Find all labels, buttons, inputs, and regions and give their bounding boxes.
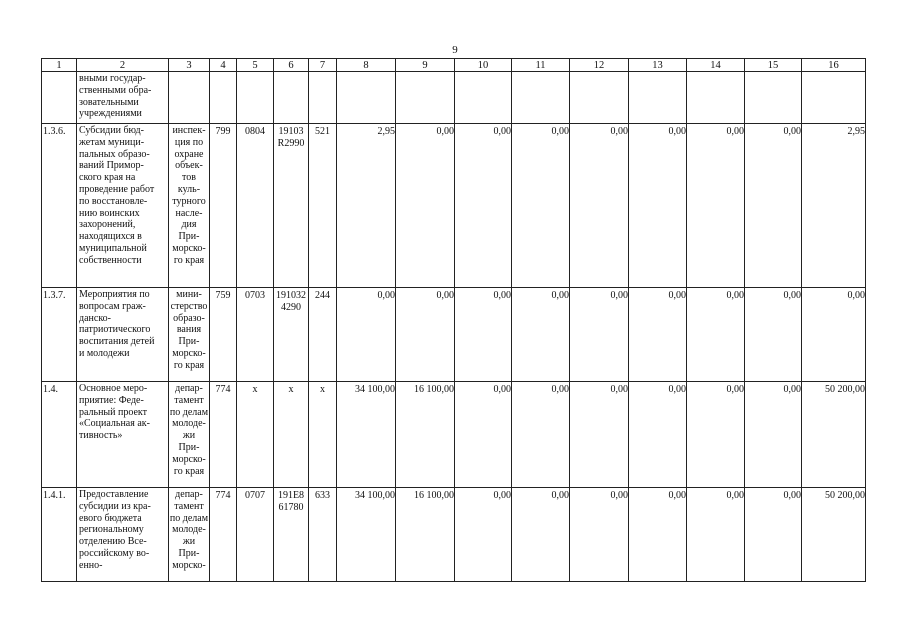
value-cell: 0,00 — [687, 488, 745, 582]
value-cell: 0,00 — [570, 288, 629, 382]
text-line: R2990 — [277, 138, 305, 149]
code-target — [274, 72, 309, 124]
column-header-9: 9 — [396, 59, 455, 72]
column-header-3: 3 — [169, 59, 210, 72]
value-cell: 50 200,00 — [802, 488, 866, 582]
code-expense-type: 244 — [309, 288, 337, 382]
code-grbs: 774 — [210, 382, 237, 488]
text-line: жи — [182, 430, 196, 442]
column-header-7: 7 — [309, 59, 337, 72]
text-line: стерство — [170, 300, 208, 312]
table-row — [42, 382, 866, 488]
text-line: ваний Примор- — [79, 160, 144, 172]
text-line: вными государ- — [79, 73, 146, 84]
value-cell: 0,00 — [629, 288, 687, 382]
text-line: ция по — [174, 136, 204, 148]
value-cell: 0,00 — [512, 288, 570, 382]
code-grbs: 774 — [210, 488, 237, 582]
text-line: находящихся в — [79, 231, 142, 243]
value-cell: 0,00 — [629, 124, 687, 288]
text-line: тивность» — [79, 430, 123, 442]
text-line: Субсидии бюд- — [79, 125, 144, 136]
text-line: вания — [176, 324, 202, 336]
value-cell: 34 100,00 — [337, 382, 396, 488]
value-cell — [512, 72, 570, 124]
executor — [169, 382, 210, 488]
code-section: 0703 — [237, 288, 274, 382]
text-line: патриотического — [79, 324, 151, 336]
text-line: 4290 — [281, 302, 301, 313]
page-number: 9 — [452, 44, 458, 56]
code-section — [237, 72, 274, 124]
value-cell: 0,00 — [512, 488, 570, 582]
text-line: охране — [174, 148, 204, 160]
text-line: российскому во- — [79, 547, 150, 559]
text-line: тамент — [174, 500, 204, 512]
text-line: При- — [178, 441, 200, 453]
value-cell — [629, 72, 687, 124]
text-line: учреждениями — [79, 108, 142, 120]
text-line: приятие: Феде- — [79, 394, 144, 406]
value-cell: 0,00 — [337, 288, 396, 382]
text-line: нию воинских — [79, 207, 140, 219]
text-line: насле- — [175, 207, 203, 219]
code-section: 0707 — [237, 488, 274, 582]
text-line: пальных образо- — [79, 148, 150, 160]
text-line: ского края на — [79, 172, 136, 184]
text-line: собственности — [79, 254, 142, 266]
code-grbs: 799 — [210, 124, 237, 288]
text-line: по делам — [169, 406, 209, 418]
text-line: объек- — [175, 160, 203, 172]
value-cell: 0,00 — [687, 288, 745, 382]
value-cell: 2,95 — [802, 124, 866, 288]
column-header-4: 4 — [210, 59, 237, 72]
text-line: жи — [182, 536, 196, 548]
column-header-13: 13 — [629, 59, 687, 72]
column-header-8: 8 — [337, 59, 396, 72]
text-line: евого бюджета — [79, 512, 142, 524]
code-target — [274, 382, 309, 488]
value-cell — [802, 72, 866, 124]
code-target — [274, 288, 309, 382]
text-line: молоде- — [172, 418, 206, 430]
text-line: 191Е8 — [277, 490, 305, 501]
value-cell: 16 100,00 — [396, 382, 455, 488]
column-header-1: 1 — [42, 59, 77, 72]
value-cell: 50 200,00 — [802, 382, 866, 488]
value-cell: 0,00 — [570, 382, 629, 488]
text-line: вопросам граж- — [79, 300, 146, 312]
text-line: морско- — [172, 453, 206, 465]
text-line: тамент — [174, 394, 204, 406]
value-cell: 0,00 — [396, 288, 455, 382]
text-line: При- — [178, 231, 200, 243]
text-line: 19103 — [278, 126, 304, 137]
value-cell: 0,00 — [455, 288, 512, 382]
item-name — [77, 72, 169, 124]
text-line: го края — [173, 254, 205, 266]
item-number: 1.3.7. — [42, 288, 77, 382]
text-line: тов — [182, 172, 196, 184]
code-grbs: 759 — [210, 288, 237, 382]
text-line: депар- — [175, 383, 203, 394]
text-line: Предоставление — [79, 489, 149, 500]
text-line: проведение работ — [79, 183, 155, 195]
value-cell: 0,00 — [512, 124, 570, 288]
text-line: захоронений, — [79, 219, 136, 231]
text-line: морско- — [172, 559, 206, 571]
value-cell — [455, 72, 512, 124]
text-line: зовательными — [79, 96, 139, 108]
column-header-11: 11 — [512, 59, 570, 72]
code-expense-type: x — [309, 382, 337, 488]
value-cell: 0,00 — [396, 124, 455, 288]
column-header-6: 6 — [274, 59, 309, 72]
text-line: морско- — [172, 242, 206, 254]
column-header-10: 10 — [455, 59, 512, 72]
code-expense-type: 633 — [309, 488, 337, 582]
value-cell: 0,00 — [455, 382, 512, 488]
text-line: Мероприятия по — [79, 289, 150, 300]
text-line: жетам муници- — [79, 136, 145, 148]
item-name — [77, 488, 169, 582]
text-line: инспек- — [172, 125, 206, 136]
text-line: го края — [173, 465, 205, 477]
text-line: и молодежи — [79, 347, 130, 359]
value-cell — [687, 72, 745, 124]
item-number — [42, 72, 77, 124]
value-cell: 0,00 — [629, 382, 687, 488]
text-line: мини- — [176, 289, 202, 300]
value-cell: 0,00 — [687, 124, 745, 288]
value-cell — [570, 72, 629, 124]
value-cell: 0,00 — [570, 488, 629, 582]
value-cell: 2,95 — [337, 124, 396, 288]
column-header-14: 14 — [687, 59, 745, 72]
text-line: ственными обра- — [79, 84, 152, 96]
value-cell: 0,00 — [802, 288, 866, 382]
text-line: куль- — [177, 183, 201, 195]
item-name — [77, 124, 169, 288]
value-cell: 0,00 — [745, 124, 802, 288]
text-line: воспитания детей — [79, 336, 155, 348]
code-target — [274, 488, 309, 582]
text-line: субсидии из кра- — [79, 500, 151, 512]
column-header-5: 5 — [237, 59, 274, 72]
text-line: депар- — [175, 489, 203, 500]
executor — [169, 488, 210, 582]
text-line: по восстановле- — [79, 195, 148, 207]
executor — [169, 72, 210, 124]
code-target — [274, 124, 309, 288]
value-cell: 16 100,00 — [396, 488, 455, 582]
item-number: 1.4.1. — [42, 488, 77, 582]
text-line: молоде- — [172, 524, 206, 536]
text-line: «Социальная ак- — [79, 418, 150, 430]
text-line: данско- — [79, 312, 111, 324]
value-cell: 0,00 — [745, 382, 802, 488]
text-line: При- — [178, 547, 200, 559]
text-line: 61780 — [278, 502, 304, 513]
value-cell: 0,00 — [629, 488, 687, 582]
value-cell — [396, 72, 455, 124]
code-section: 0804 — [237, 124, 274, 288]
item-name — [77, 288, 169, 382]
value-cell: 0,00 — [745, 488, 802, 582]
column-header-15: 15 — [745, 59, 802, 72]
value-cell: 0,00 — [455, 488, 512, 582]
text-line: Основное меро- — [79, 383, 148, 394]
code-expense-type: 521 — [309, 124, 337, 288]
value-cell — [745, 72, 802, 124]
text-line: дия — [181, 219, 197, 231]
item-number: 1.3.6. — [42, 124, 77, 288]
text-line: отделению Все- — [79, 536, 147, 548]
value-cell: 0,00 — [512, 382, 570, 488]
column-header-2: 2 — [77, 59, 169, 72]
value-cell — [337, 72, 396, 124]
item-number: 1.4. — [42, 382, 77, 488]
text-line: го края — [173, 359, 205, 371]
table-row — [42, 288, 866, 382]
code-grbs — [210, 72, 237, 124]
item-name — [77, 382, 169, 488]
text-line: региональному — [79, 524, 144, 536]
column-header-16: 16 — [802, 59, 866, 72]
text-line: ральный проект — [79, 406, 148, 418]
code-section: x — [237, 382, 274, 488]
table-row — [42, 124, 866, 288]
text-line: образо- — [173, 312, 205, 324]
header-row — [42, 59, 866, 72]
text-line: по делам — [169, 512, 209, 524]
value-cell: 0,00 — [687, 382, 745, 488]
budget-table — [41, 58, 866, 582]
code-expense-type — [309, 72, 337, 124]
value-cell: 0,00 — [570, 124, 629, 288]
text-line: 191032 — [276, 290, 306, 301]
text-line: При- — [178, 336, 200, 348]
executor — [169, 288, 210, 382]
table-row — [42, 488, 866, 582]
text-line: енно- — [79, 559, 103, 571]
text-line: муниципальной — [79, 242, 147, 254]
value-cell: 34 100,00 — [337, 488, 396, 582]
text-line: морско- — [172, 347, 206, 359]
text-line: турного — [172, 195, 206, 207]
executor — [169, 124, 210, 288]
value-cell: 0,00 — [745, 288, 802, 382]
table-row — [42, 72, 866, 124]
column-header-12: 12 — [570, 59, 629, 72]
value-cell: 0,00 — [455, 124, 512, 288]
text-line: x — [288, 384, 294, 395]
